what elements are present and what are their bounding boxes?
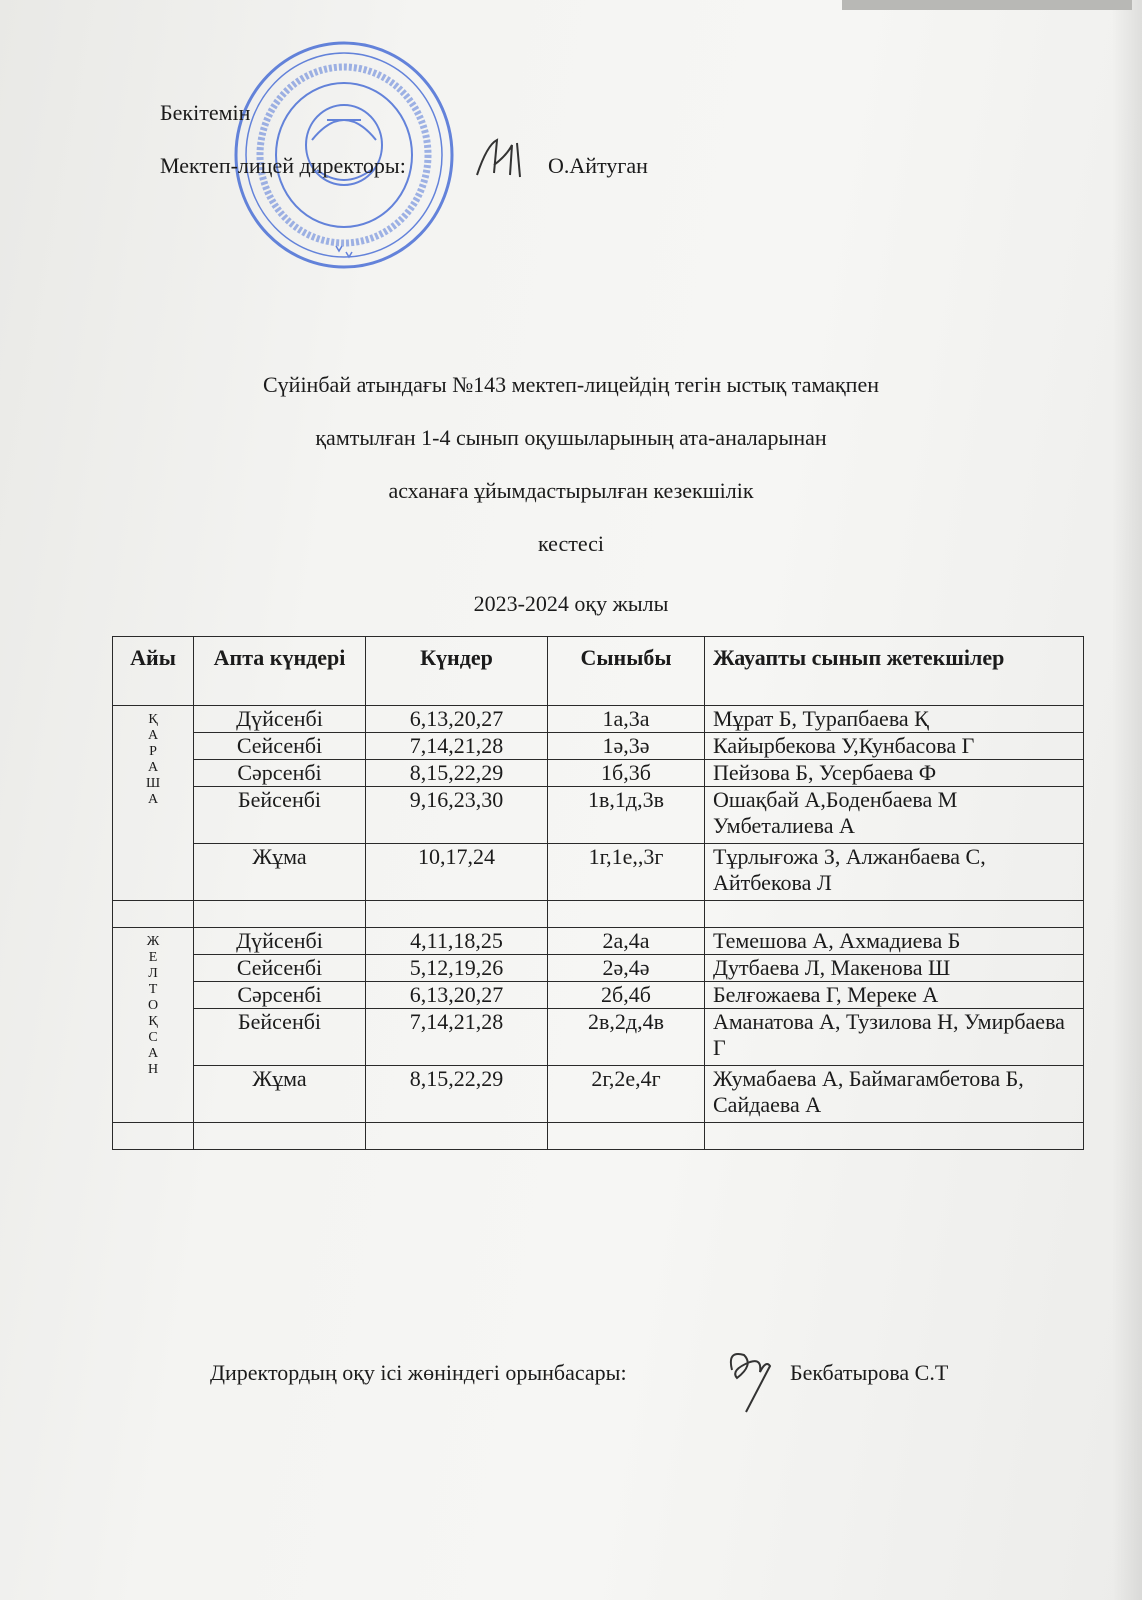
month-cell: Қ А Р А Ш А	[113, 706, 194, 901]
empty-row	[113, 901, 1084, 928]
weekday-cell: Бейсенбі	[194, 787, 366, 844]
weekday-cell: Жұма	[194, 1066, 366, 1123]
classes-cell: 2а,4а	[548, 928, 705, 955]
teachers-cell: Мұрат Б, Турапбаева Қ	[705, 706, 1084, 733]
empty-cell	[194, 1123, 366, 1150]
empty-cell	[548, 1123, 705, 1150]
weekday-cell: Сейсенбі	[194, 733, 366, 760]
dates-cell: 4,11,18,25	[366, 928, 548, 955]
dates-cell: 6,13,20,27	[366, 982, 548, 1009]
classes-cell: 1а,3а	[548, 706, 705, 733]
teachers-cell: Пейзова Б, Усербаева Ф	[705, 760, 1084, 787]
empty-cell	[194, 901, 366, 928]
doc-title-line4: кестесі	[537, 531, 605, 556]
teachers-cell: Тұрлығожа З, Алжанбаева С, Айтбекова Л	[705, 844, 1084, 901]
doc-title-line3: асханаға ұйымдастырылған кезекшілік	[388, 478, 754, 503]
teachers-cell: Темешова А, Ахмадиева Б	[705, 928, 1084, 955]
header-classes: Сыныбы	[548, 637, 705, 706]
table-row	[113, 928, 1084, 955]
table-row	[113, 1009, 1084, 1066]
teachers-cell: Кайырбекова У,Кунбасова Г	[705, 733, 1084, 760]
doc-title-year: 2023-2024 оқу жылы	[473, 591, 669, 616]
teachers-cell: Ошақбай А,Боденбаева М Умбеталиева А	[705, 787, 1084, 844]
header-weekday: Апта күндері	[194, 637, 366, 706]
weekday-cell: Дүйсенбі	[194, 928, 366, 955]
classes-cell: 2б,4б	[548, 982, 705, 1009]
background-object	[842, 0, 1132, 10]
dates-cell: 8,15,22,29	[366, 1066, 548, 1123]
classes-cell: 2в,2д,4в	[548, 1009, 705, 1066]
empty-cell	[705, 1123, 1084, 1150]
weekday-cell: Жұма	[194, 844, 366, 901]
month-cell: Ж Е Л Т О Қ С А Н	[113, 928, 194, 1123]
empty-cell	[113, 1123, 194, 1150]
dates-cell: 10,17,24	[366, 844, 548, 901]
table-row	[113, 787, 1084, 844]
table-row	[113, 706, 1084, 733]
table-row	[113, 760, 1084, 787]
weekday-cell: Бейсенбі	[194, 1009, 366, 1066]
director-name: О.Айтуган	[548, 153, 648, 178]
table-row	[113, 844, 1084, 901]
header-teachers: Жауапты сынып жетекшілер	[705, 637, 1084, 706]
dates-cell: 7,14,21,28	[366, 1009, 548, 1066]
classes-cell: 1г,1е,,3г	[548, 844, 705, 901]
deputy-signature	[722, 1340, 782, 1415]
weekday-cell: Сейсенбі	[194, 955, 366, 982]
dates-cell: 5,12,19,26	[366, 955, 548, 982]
empty-cell	[113, 901, 194, 928]
classes-cell: 2г,2е,4г	[548, 1066, 705, 1123]
deputy-name: Бекбатырова С.Т	[790, 1360, 949, 1385]
table-row	[113, 1066, 1084, 1123]
doc-title-line2: қамтылған 1-4 сынып оқушыларының ата-аналарынан	[315, 425, 827, 450]
table-row	[113, 733, 1084, 760]
teachers-cell: Белғожаева Г, Мереке А	[705, 982, 1084, 1009]
classes-cell: 1ә,3ә	[548, 733, 705, 760]
duty-schedule-table	[112, 636, 1084, 1150]
dates-cell: 9,16,23,30	[366, 787, 548, 844]
classes-cell: 2ә,4ә	[548, 955, 705, 982]
dates-cell: 7,14,21,28	[366, 733, 548, 760]
empty-cell	[548, 901, 705, 928]
page-shadow	[1112, 0, 1142, 1600]
weekday-cell: Сәрсенбі	[194, 982, 366, 1009]
table-row	[113, 955, 1084, 982]
table-header-row	[113, 637, 1084, 706]
classes-cell: 1б,3б	[548, 760, 705, 787]
director-label: Мектеп-лицей директоры:	[160, 153, 406, 178]
weekday-cell: Дүйсенбі	[194, 706, 366, 733]
classes-cell: 1в,1д,3в	[548, 787, 705, 844]
weekday-cell: Сәрсенбі	[194, 760, 366, 787]
table-row	[113, 982, 1084, 1009]
header-month: Айы	[113, 637, 194, 706]
empty-cell	[366, 1123, 548, 1150]
teachers-cell: Жумабаева А, Баймагамбетова Б, Сайдаева А	[705, 1066, 1084, 1123]
approval-label: Бекітемін	[160, 100, 251, 125]
dates-cell: 6,13,20,27	[366, 706, 548, 733]
doc-title-line1: Сүйінбай атындағы №143 мектеп-лицейдің тегін ыстық тамақпен	[263, 372, 879, 397]
empty-cell	[366, 901, 548, 928]
empty-cell	[705, 901, 1084, 928]
teachers-cell: Дутбаева Л, Макенова Ш	[705, 955, 1084, 982]
director-signature	[472, 135, 532, 185]
empty-row	[113, 1123, 1084, 1150]
deputy-label: Директордың оқу ісі жөніндегі орынбасары:	[210, 1360, 627, 1385]
dates-cell: 8,15,22,29	[366, 760, 548, 787]
teachers-cell: Аманатова А, Тузилова Н, Умирбаева Г	[705, 1009, 1084, 1066]
header-dates: Күндер	[366, 637, 548, 706]
